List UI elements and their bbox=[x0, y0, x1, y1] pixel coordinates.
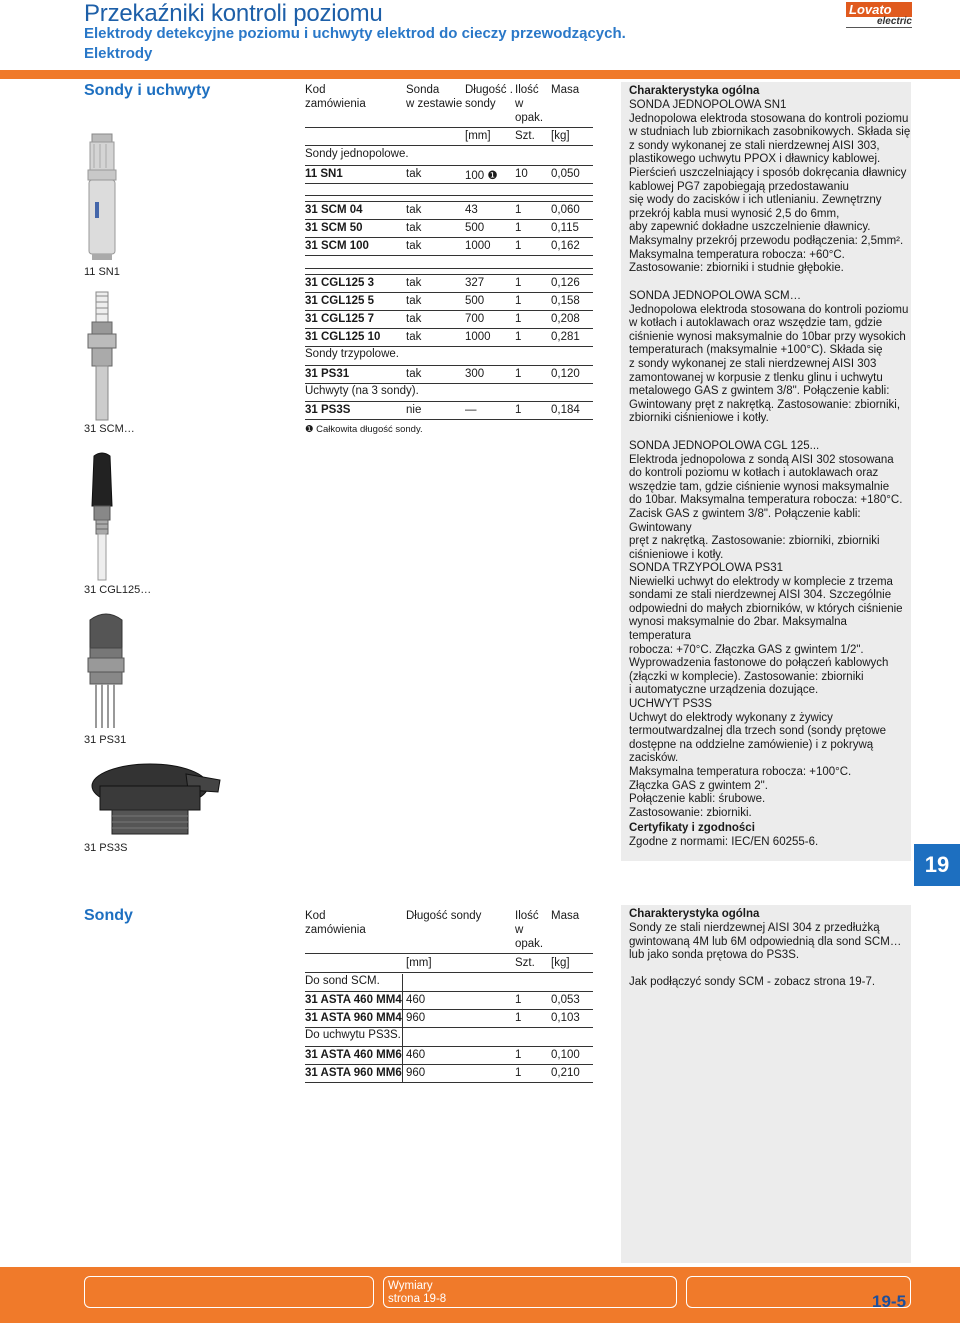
table-cell-kod: 31 CGL125 5 bbox=[305, 295, 375, 307]
unit-dlugosc: [mm] bbox=[406, 957, 432, 969]
logo-underline bbox=[846, 27, 912, 28]
table-cell-sonda: tak bbox=[406, 277, 422, 289]
table-cell-dlugosc: 700 bbox=[465, 313, 485, 325]
row-rule bbox=[305, 237, 593, 238]
header-kod: Kod bbox=[305, 84, 326, 96]
image-label: 11 SN1 bbox=[84, 266, 120, 278]
table-cell-kod: 31 SCM 04 bbox=[305, 204, 363, 216]
header-ilosc: Ilość bbox=[515, 84, 539, 96]
table-cell-kod: 31 PS3S bbox=[305, 404, 351, 416]
probe-sn1-image bbox=[82, 128, 122, 268]
header-bar bbox=[0, 70, 960, 79]
row-rule bbox=[305, 346, 593, 347]
table-cell-dlugosc: 300 bbox=[465, 368, 485, 380]
table-cell-ilosc: 1 bbox=[515, 368, 522, 380]
group-title: Do sond SCM. bbox=[305, 975, 380, 987]
row-rule bbox=[305, 365, 593, 366]
table-cell-masa: 0,184 bbox=[551, 404, 580, 416]
unit-dlugosc: [mm] bbox=[465, 130, 491, 142]
row-rule bbox=[305, 1046, 593, 1047]
table-cell-masa: 0,208 bbox=[551, 313, 580, 325]
image-label: 31 SCM… bbox=[84, 423, 135, 435]
rods-table bbox=[305, 910, 593, 1085]
rods-characteristics-panel bbox=[621, 905, 911, 1263]
dimensions-label: Wymiary bbox=[388, 1280, 433, 1292]
footer-tab-empty-1[interactable] bbox=[84, 1276, 374, 1308]
table-cell-masa: 0,115 bbox=[551, 222, 579, 234]
panel-heading: Charakterystyka ogólna bbox=[629, 908, 760, 920]
page-title: Przekaźniki kontroli poziomu bbox=[84, 0, 383, 27]
header-ilosc: opak. bbox=[515, 112, 544, 124]
table-cell-ilosc: 1 bbox=[515, 222, 522, 234]
panel-paragraph-scm: SONDA JEDNOPOLOWA SCM… Jednopolowa elektroda stosowana do kontroli poziomu w kotłach i autoklawach oraz wszędzie tam, gdzie ciśnienie wynosi maksymalnie do 10bar przy wysokich temperaturach (maksymalnie +100°C). Składa się z sondy wykonanej ze stali nierdzewnej AISI 303 zamontowanej w korpusie z tlenku glinu i uchwytu metalowego GAS z gwintem 3/8". Połączenie kabli: Gwintowany pręt z nakrętką. Zastosowanie: zbiorniki, zbiorniki ciśnieniowe i kotły. bbox=[629, 290, 909, 425]
image-label: 31 CGL125… bbox=[84, 584, 152, 596]
general-characteristics-panel bbox=[621, 82, 911, 861]
row-rule bbox=[305, 201, 593, 202]
table-cell-masa: 0,126 bbox=[551, 277, 580, 289]
header-dlugosc: Długość sondy bbox=[406, 910, 482, 922]
table-cell-dlugosc: 960 bbox=[406, 1067, 426, 1079]
probe-ps31-image bbox=[82, 608, 130, 732]
header-kod: zamówienia bbox=[305, 98, 366, 110]
table-cell-kod: 31 CGL125 7 bbox=[305, 313, 375, 325]
table-cell-masa: 0,103 bbox=[551, 1012, 580, 1024]
header-rule bbox=[305, 972, 593, 973]
table-cell-masa: 0,100 bbox=[551, 1049, 580, 1061]
table-cell-masa: 0,210 bbox=[551, 1067, 580, 1079]
row-rule bbox=[305, 292, 593, 293]
panel-text: Sondy ze stali nierdzewnej AISI 304 z przedłużką gwintowaną 4M lub 6M odpowiednią dla sond SCM… lub jako sonda prętowa do PS3S. bbox=[629, 922, 902, 962]
probe-cgl125-image bbox=[82, 450, 122, 584]
header-dlugosc: sondy bbox=[465, 98, 496, 110]
table-cell-masa: 0,120 bbox=[551, 368, 580, 380]
page-subtitle: Elektrody detekcyjne poziomu i uchwyty elektrod do cieczy przewodzących. bbox=[84, 25, 626, 42]
table-cell-masa: 0,158 bbox=[551, 295, 580, 307]
page-subtitle-2: Elektrody bbox=[84, 45, 153, 62]
row-rule bbox=[305, 183, 593, 184]
logo-sub: electric bbox=[876, 16, 912, 27]
image-label: 31 PS3S bbox=[84, 842, 128, 854]
section-heading-probes-holders: Sondy i uchwyty bbox=[84, 82, 211, 99]
table-footnote: ❶ Całkowita długość sondy. bbox=[305, 424, 423, 435]
header-ilosc: Ilość bbox=[515, 910, 539, 922]
table-cell-kod: 31 CGL125 3 bbox=[305, 277, 375, 289]
header-ilosc: w bbox=[515, 98, 524, 110]
table-cell-sonda: tak bbox=[406, 204, 422, 216]
table-cell-masa: 0,060 bbox=[551, 204, 580, 216]
table-cell-masa: 0,162 bbox=[551, 240, 580, 252]
row-rule bbox=[305, 419, 593, 420]
row-rule bbox=[305, 1027, 593, 1028]
table-cell-sonda: tak bbox=[406, 240, 422, 252]
footer-tab-dimensions[interactable] bbox=[383, 1276, 677, 1308]
unit-masa: [kg] bbox=[551, 130, 570, 142]
row-rule bbox=[305, 1009, 593, 1010]
table-cell-dlugosc: 43 bbox=[465, 204, 478, 216]
table-cell-kod: 31 ASTA 960 MM4 bbox=[305, 1012, 402, 1024]
table-cell-masa: 0,053 bbox=[551, 994, 580, 1006]
row-rule bbox=[305, 1064, 593, 1065]
unit-masa: [kg] bbox=[551, 957, 570, 969]
table-cell-dlugosc: 100 ❶ bbox=[465, 170, 498, 182]
table-cell-sonda: tak bbox=[406, 168, 422, 180]
table-cell-sonda: tak bbox=[406, 295, 422, 307]
column-rule bbox=[402, 974, 403, 1082]
table-cell-dlugosc: 500 bbox=[465, 222, 485, 234]
header-sonda: w zestawie bbox=[406, 98, 463, 110]
table-cell-kod: 31 ASTA 960 MM6 bbox=[305, 1067, 402, 1079]
table-cell-masa: 0,050 bbox=[551, 168, 580, 180]
header-masa: Masa bbox=[551, 910, 580, 922]
table-cell-ilosc: 1 bbox=[515, 277, 522, 289]
page-number: 19-5 bbox=[872, 1292, 907, 1311]
table-cell-masa: 0,281 bbox=[551, 331, 580, 343]
table-cell-kod: 11 SN1 bbox=[305, 168, 343, 180]
table-cell-ilosc: 1 bbox=[515, 404, 522, 416]
header-dlugosc: Długość . bbox=[465, 84, 513, 96]
panel-paragraph-sn1: SONDA JEDNOPOLOWA SN1 Jednopolowa elektroda stosowana do kontroli poziomu w studniach lub zbiornikach zasobnikowych. Składa się z sondy wykonanej ze stali nierdzewnej AISI 303, plastikowego uchwytu PPOX i dławnicy kablowej. Pierścień uszczelniający i sposób dokręcania dławnicy kablowej PG7 zapobiegają przedostawaniu się wody do zacisków i ich utlenianiu. Zewnętrzny przekrój kabla musi wynosić 2,5 do 6mm, aby zapewnić dokładne uszczelnienie dławnicy. Maksymalny przekrój przewodu podłączenia: 2,5mm². Maksymalna temperatura robocza: +60°C. Zastosowanie: zbiorniki i studnie głębokie. bbox=[629, 99, 911, 275]
panel-paragraph-ps31: SONDA TRZYPOLOWA PS31 Niewielki uchwyt do elektrody w komplecie z trzema sondami ze stali nierdzewnej AISI 304. Szczególnie odpowiedni do małych zbiorników, w których ciśnienie wynosi maksymalnie do 2bar. Maksymalna temperatura robocza: +70°C. Złączka GAS z gwintem 1/2". Wyprowadzenia fastonowe do połączeń kablowych (złączki w komplecie). Zastosowanie: zbiorniki i automatyczne urządzenia dozujące. bbox=[629, 562, 903, 697]
table-cell-sonda: tak bbox=[406, 313, 422, 325]
table-cell-dlugosc: 460 bbox=[406, 994, 426, 1006]
table-cell-ilosc: 1 bbox=[515, 313, 522, 325]
row-rule bbox=[305, 328, 593, 329]
table-cell-ilosc: 1 bbox=[515, 1012, 522, 1024]
header-ilosc: w bbox=[515, 924, 524, 936]
header-masa: Masa bbox=[551, 84, 580, 96]
header-rule bbox=[305, 127, 593, 128]
header-rule bbox=[305, 145, 593, 146]
table-cell-dlugosc: 500 bbox=[465, 295, 485, 307]
table-cell-kod: 31 PS31 bbox=[305, 368, 350, 380]
probe-scm-image bbox=[82, 288, 122, 426]
group-rule bbox=[305, 268, 593, 269]
logo-text: Lovato bbox=[846, 2, 912, 17]
table-cell-sonda: tak bbox=[406, 331, 422, 343]
row-rule bbox=[305, 165, 593, 166]
holder-ps3s-image bbox=[86, 756, 224, 838]
table-cell-ilosc: 1 bbox=[515, 295, 522, 307]
header-ilosc: opak. bbox=[515, 938, 544, 950]
table-cell-kod: 31 ASTA 460 MM4 bbox=[305, 994, 402, 1006]
table-cell-dlugosc: 1000 bbox=[465, 240, 491, 252]
table-cell-sonda: nie bbox=[406, 404, 422, 416]
dimensions-page: strona 19-8 bbox=[388, 1293, 447, 1305]
panel-paragraph-ps3s: UCHWYT PS3S Uchwyt do elektrody wykonany z żywicy termoutwardzalnej dla trzech sond (sondy prętowe dostępne na oddzielne zamówienie) i z pokrywą zacisków. Maksymalna temperatura robocza: +100°C. Złączka GAS z gwintem 2". Połączenie kabli: śrubowe. Zastosowanie: zbiorniki. bbox=[629, 698, 886, 819]
table-cell-ilosc: 1 bbox=[515, 204, 522, 216]
row-rule bbox=[305, 991, 593, 992]
panel-paragraph-cgl125: SONDA JEDNOPOLOWA CGL 125... Elektroda jednopolowa z sondą AISI 302 stosowana do kontroli poziomu w kotłach i autoklawach oraz wszędzie tam, gdzie ciśnienie wynosi maksymalnie do 10bar. Maksymalna temperatura robocza: +180°C. Zacisk GAS z gwintem 3/8". Połączenie kabli: Gwintowany pręt z nakrętką. Zastosowanie: zbiorniki, zbiorniki ciśnieniowe i kotły. bbox=[629, 440, 903, 561]
table-cell-dlugosc: 460 bbox=[406, 1049, 426, 1061]
row-rule bbox=[305, 401, 593, 402]
unit-ilosc: Szt. bbox=[515, 957, 535, 969]
table-cell-ilosc: 1 bbox=[515, 1067, 522, 1079]
panel-text-link: Jak podłączyć sondy SCM - zobacz strona 19-7. bbox=[629, 976, 876, 988]
row-rule bbox=[305, 255, 593, 256]
group-title: Do uchwytu PS3S. bbox=[305, 1029, 401, 1041]
table-cell-ilosc: 1 bbox=[515, 240, 522, 252]
row-rule bbox=[305, 310, 593, 311]
table-cell-kod: 31 SCM 50 bbox=[305, 222, 363, 234]
table-cell-kod: 31 SCM 100 bbox=[305, 240, 369, 252]
cert-heading: Certyfikaty i zgodności bbox=[629, 822, 755, 834]
cert-text: Zgodne z normami: IEC/EN 60255-6. bbox=[629, 836, 819, 848]
table-cell-sonda: tak bbox=[406, 368, 422, 380]
header-sonda: Sonda bbox=[406, 84, 440, 96]
table-cell-kod: 31 CGL125 10 bbox=[305, 331, 381, 343]
group-title: Sondy trzypolowe. bbox=[305, 348, 399, 360]
group-title: Sondy jednopolowe. bbox=[305, 148, 409, 160]
header-kod: zamówienia bbox=[305, 924, 366, 936]
table-cell-dlugosc: 960 bbox=[406, 1012, 426, 1024]
lovato-logo bbox=[846, 2, 912, 26]
table-cell-dlugosc: — bbox=[465, 404, 477, 416]
probes-table bbox=[305, 84, 593, 434]
header-rule bbox=[305, 953, 593, 954]
panel-heading: Charakterystyka ogólna bbox=[629, 85, 760, 97]
group-title: Uchwyty (na 3 sondy). bbox=[305, 385, 419, 397]
table-cell-ilosc: 1 bbox=[515, 1049, 522, 1061]
table-cell-dlugosc: 327 bbox=[465, 277, 485, 289]
row-rule bbox=[305, 1082, 593, 1083]
table-cell-sonda: tak bbox=[406, 222, 422, 234]
table-cell-ilosc: 1 bbox=[515, 331, 522, 343]
table-cell-kod: 31 ASTA 460 MM6 bbox=[305, 1049, 402, 1061]
header-kod: Kod bbox=[305, 910, 326, 922]
row-rule bbox=[305, 274, 593, 275]
unit-ilosc: Szt. bbox=[515, 130, 535, 142]
row-rule bbox=[305, 383, 593, 384]
chapter-tab: 19 bbox=[914, 844, 960, 886]
table-cell-ilosc: 1 bbox=[515, 994, 522, 1006]
section-heading-probes: Sondy bbox=[84, 907, 133, 924]
image-label: 31 PS31 bbox=[84, 734, 127, 746]
group-rule bbox=[305, 195, 593, 196]
table-cell-dlugosc: 1000 bbox=[465, 331, 491, 343]
table-cell-ilosc: 10 bbox=[515, 168, 528, 180]
row-rule bbox=[305, 219, 593, 220]
